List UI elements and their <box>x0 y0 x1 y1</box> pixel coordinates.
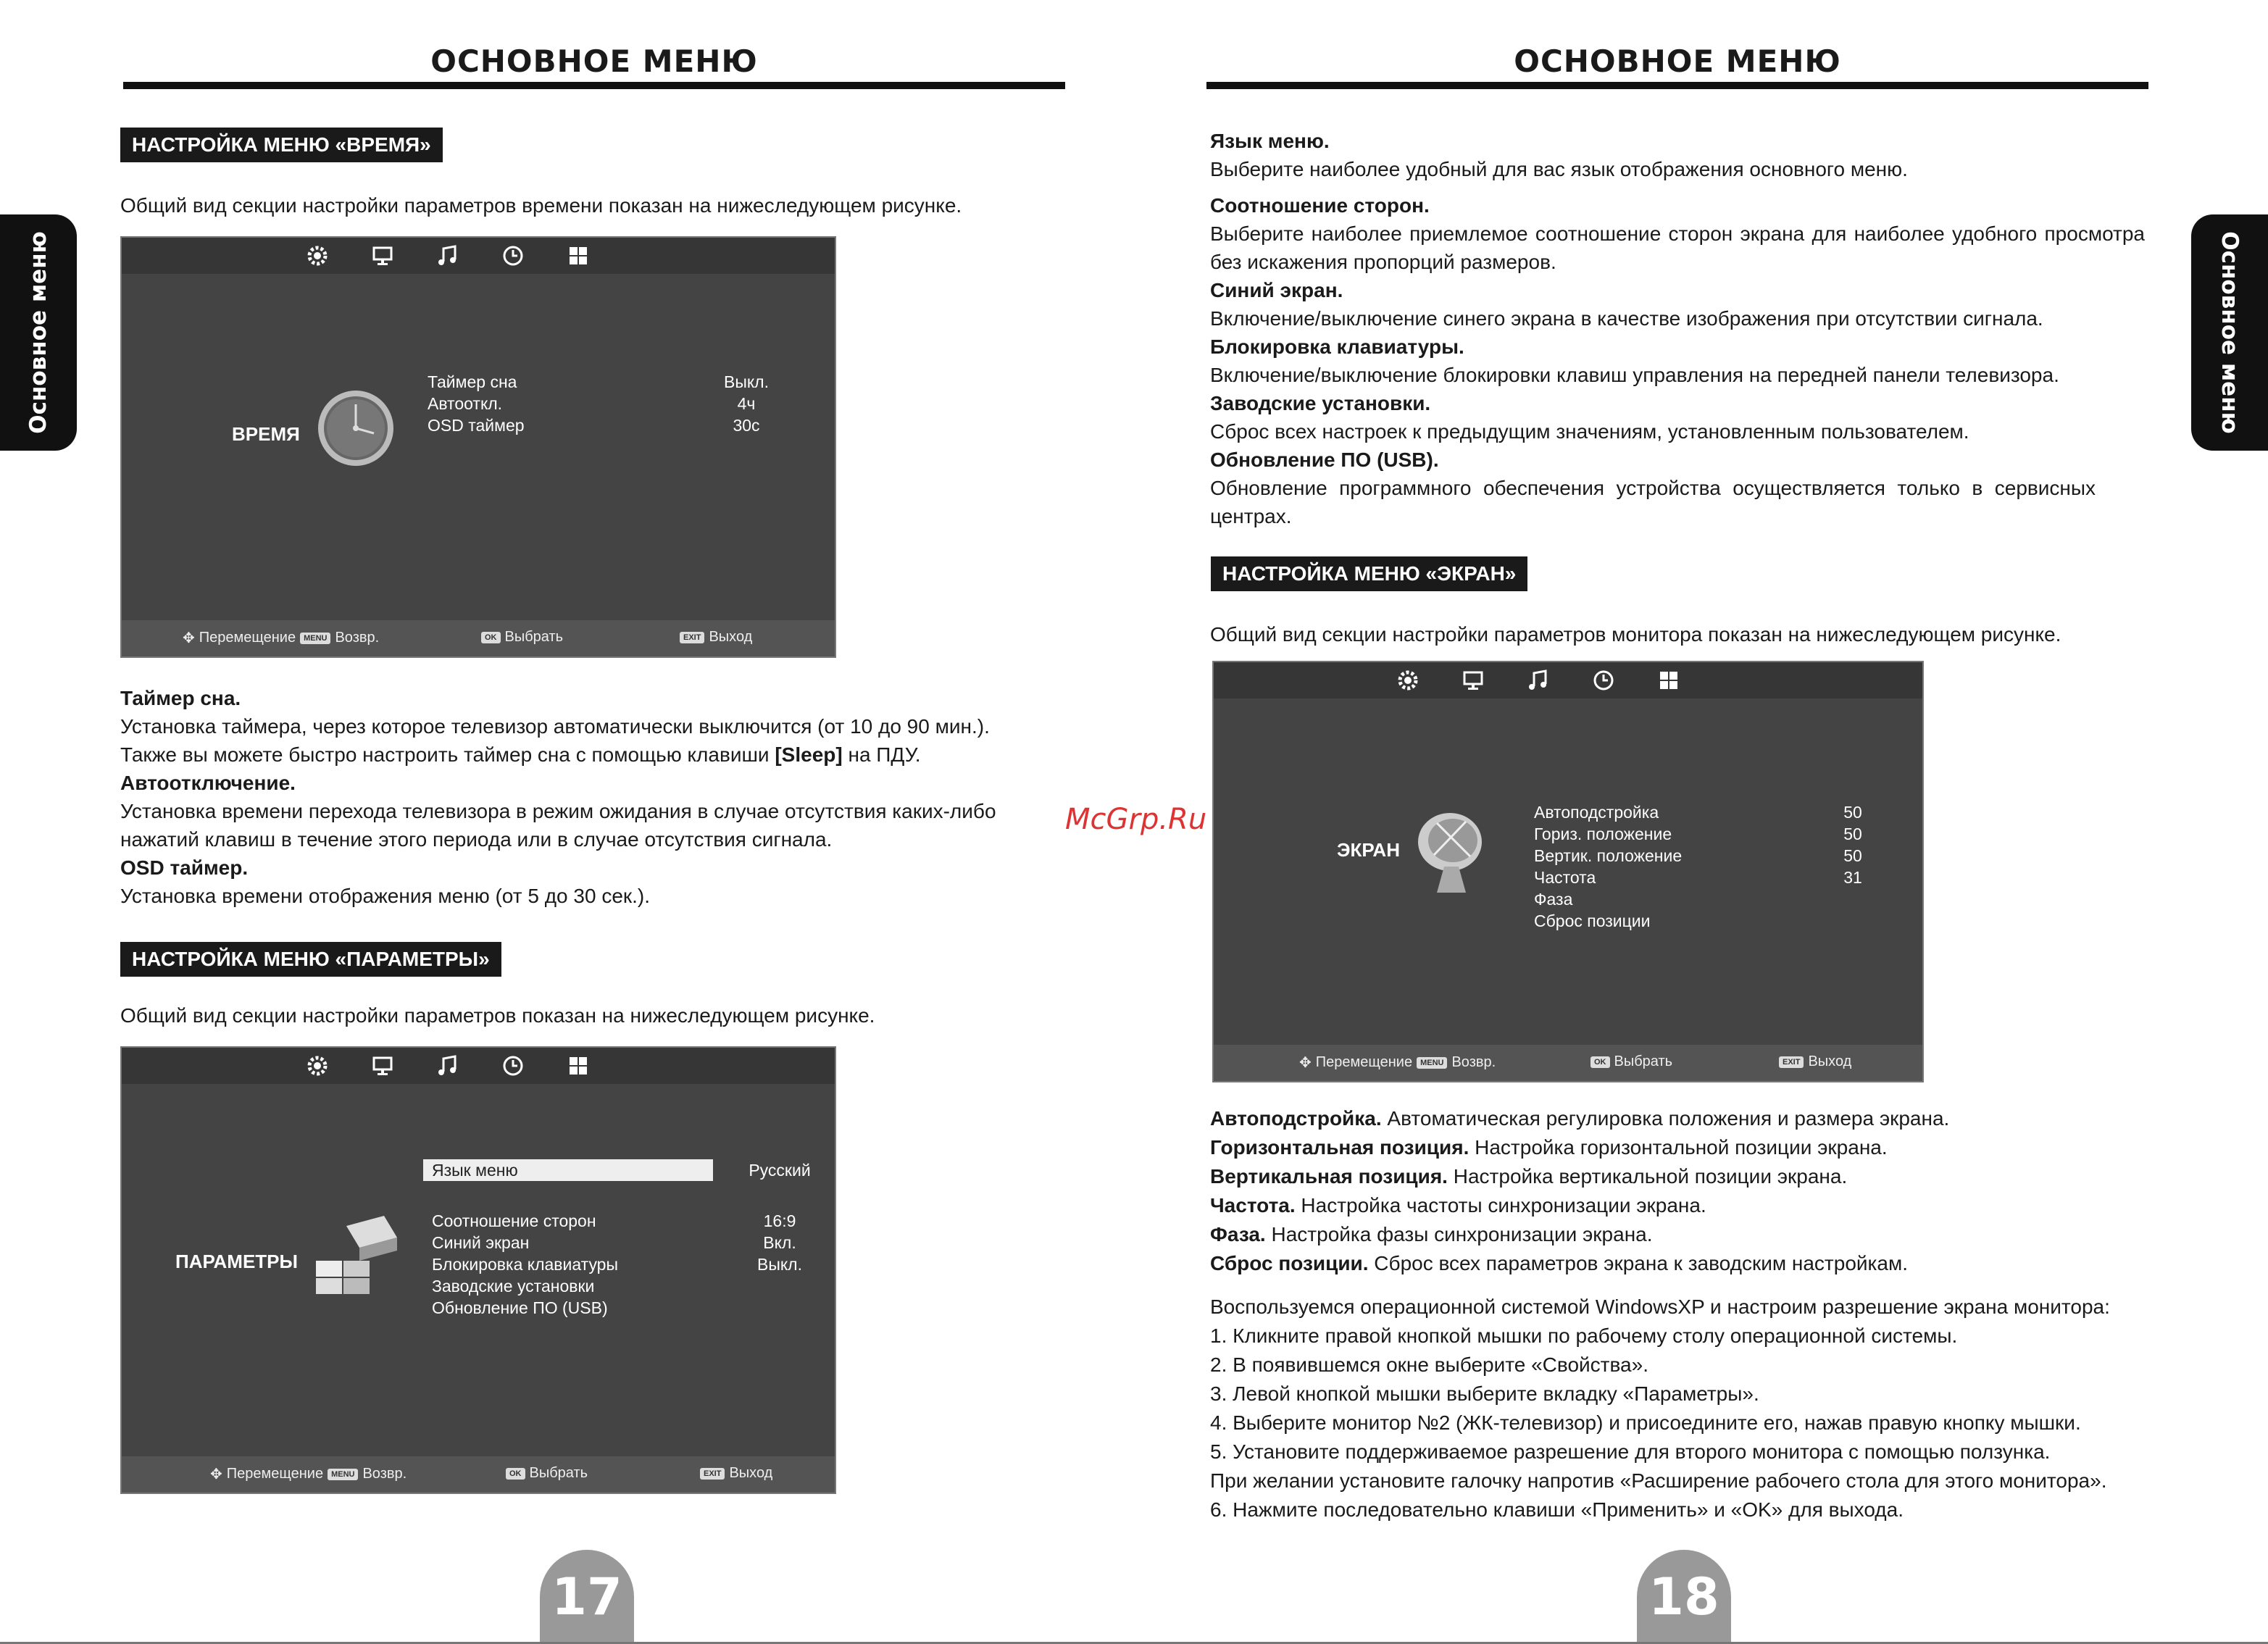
side-tab <box>0 214 77 451</box>
time-section-intro: Общий вид секции настройки параметров времени показан на нижеследующем рисунке. <box>120 194 962 217</box>
screen-desc-line: Горизонтальная позиция. Настройка горизонтальной позиции экрана. <box>1210 1136 1888 1159</box>
def-text: Выберите наиболее удобный для вас язык отображения основного меню. <box>1210 158 1908 180</box>
menu-item-auto-off[interactable]: Автооткл. <box>428 394 503 413</box>
params-menu-highlight <box>423 1159 713 1181</box>
clock-icon <box>500 1053 526 1079</box>
page-number: 18 <box>1637 1550 1731 1644</box>
value-v-position: 50 <box>1843 825 1862 843</box>
screen-title: ПАРАМЕТРЫ <box>175 1251 298 1272</box>
def-title: Блокировка клавиатуры. <box>1210 335 1464 358</box>
desc-text-sleep-key: Также вы можете быстро настроить таймер сна с помощью клавиши [Sleep] на ПДУ. <box>120 743 921 766</box>
def-text: Сброс всех настроек к предыдущим значениям, установленным пользователем. <box>1210 420 1969 443</box>
music-note-icon <box>1525 667 1551 693</box>
nav-move-label: Перемещение <box>199 630 296 646</box>
side-tab-label: Основное меню <box>25 231 51 434</box>
screen-title: ЭКРАН <box>1337 839 1400 861</box>
value-phase: 31 <box>1843 868 1862 887</box>
menu-item-factory-reset[interactable]: Заводские установки <box>432 1277 595 1295</box>
step-line: 3. Левой кнопкой мышки выберите вкладку «Параметры». <box>1210 1382 1759 1405</box>
clock-icon <box>1590 667 1617 693</box>
value-aspect-ratio: 16:9 <box>763 1211 796 1230</box>
page-number: 17 <box>540 1550 634 1644</box>
nav-move-label: Перемещение <box>226 1466 324 1482</box>
satellite-dish-icon <box>1408 804 1495 898</box>
gear-icon <box>304 1053 330 1079</box>
gear-icon <box>1395 667 1421 693</box>
menu-key: MENU <box>328 1469 358 1480</box>
value-osd-timer: 30с <box>733 416 760 435</box>
monitor-icon <box>370 1053 396 1079</box>
menu-item-sleep-timer[interactable]: Таймер сна <box>428 372 517 391</box>
menu-item-phase[interactable]: Фаза <box>1534 890 1573 909</box>
menu-icons <box>304 238 591 274</box>
windows-steps <box>1210 1293 2110 1524</box>
menu-item-auto-adjust[interactable]: Автоподстройка <box>1534 803 1659 822</box>
screen-desc-line: Сброс позиции. Сброс всех параметров экрана к заводским настройкам. <box>1210 1252 1909 1274</box>
nav-exit-label: Выход <box>729 1465 773 1481</box>
clock-icon <box>500 243 526 269</box>
step-line: 2. В появившемся окне выберите «Свойства». <box>1210 1353 1648 1376</box>
page-18 <box>1134 0 2268 1644</box>
screen-section-intro: Общий вид секции настройки параметров монитора показан на нижеследующем рисунке. <box>1210 623 2061 646</box>
menu-icons <box>304 1048 591 1084</box>
params-menu-screen <box>120 1046 836 1494</box>
value-h-position: 50 <box>1843 803 1862 822</box>
step-line: Воспользуемся операционной системой WindowsXP и настроим разрешение экрана монитора: <box>1210 1295 2110 1318</box>
exit-key: EXIT <box>700 1468 725 1480</box>
screen-desc-line: Автоподстройка. Автоматическая регулировка положения и размера экрана. <box>1210 1107 1950 1130</box>
screen-menu-screen <box>1212 661 1924 1082</box>
nav-move-label: Перемещение <box>1315 1054 1413 1070</box>
blocks-icon <box>312 1204 406 1298</box>
music-note-icon <box>435 243 461 269</box>
menu-key: MENU <box>300 633 330 644</box>
music-note-icon <box>435 1053 461 1079</box>
def-title: Соотношение сторон. <box>1210 194 1430 217</box>
value-blue-screen: Вкл. <box>763 1233 796 1252</box>
value-sleep-timer: Выкл. <box>723 372 769 391</box>
nav-select <box>481 629 563 646</box>
ok-key: OK <box>481 632 501 643</box>
step-line: 6. Нажмите последовательно клавиши «Применить» и «OK» для выхода. <box>1210 1498 1904 1521</box>
nav-select <box>506 1465 588 1482</box>
def-title: Синий экран. <box>1210 279 1343 301</box>
menu-item-language-selected[interactable]: Язык меню <box>423 1159 713 1181</box>
desc-heading: OSD таймер. <box>120 856 249 879</box>
value-auto-off: 4ч <box>737 394 756 413</box>
desc-text: Установка таймера, через которое телевизор автоматически выключится (от 10 до 90 мин.). <box>120 715 990 738</box>
menu-key: MENU <box>1417 1057 1447 1069</box>
value-key-lock: Выкл. <box>756 1255 802 1274</box>
menu-item-clock[interactable]: Частота <box>1534 868 1596 887</box>
params-section-heading: НАСТРОЙКА МЕНЮ «ПАРАМЕТРЫ» <box>120 942 501 977</box>
step-line: 1. Кликните правой кнопкой мышки по рабочему столу операционной системы. <box>1210 1324 1958 1347</box>
params-definitions <box>1210 127 2145 530</box>
page-header-title: ОСНОВНОЕ МЕНЮ <box>1514 43 1841 79</box>
def-title: Обновление ПО (USB). <box>1210 448 1439 471</box>
watermark: McGrp.Ru <box>1065 803 1207 836</box>
grid-icon <box>1656 667 1682 693</box>
nav-select-label: Выбрать <box>1614 1053 1673 1069</box>
header-rule <box>123 82 1065 89</box>
def-text: Обновление программного обеспечения устройства осуществляется только в сервисных центрах. <box>1210 477 2096 527</box>
screen-menu-values <box>1831 801 1875 888</box>
menu-item-osd-timer[interactable]: OSD таймер <box>428 416 525 435</box>
ok-key: OK <box>506 1468 525 1480</box>
screen-section-heading: НАСТРОЙКА МЕНЮ «ЭКРАН» <box>1211 556 1527 591</box>
screen-menu-items <box>1534 801 1682 932</box>
side-tab-label: Основное меню <box>2217 231 2243 434</box>
menu-item-blue-screen[interactable]: Синий экран <box>432 1233 530 1252</box>
time-section-heading: НАСТРОЙКА МЕНЮ «ВРЕМЯ» <box>120 128 443 162</box>
screen-desc-line: Вертикальная позиция. Настройка вертикальной позиции экрана. <box>1210 1165 1848 1188</box>
time-menu-values-col <box>717 371 775 436</box>
screen-section-description <box>1210 1104 1949 1278</box>
time-section-description <box>120 684 996 910</box>
desc-heading: Автоотключение. <box>120 772 296 794</box>
move-arrows-icon: ✥ <box>1299 1055 1312 1071</box>
screen-desc-line: Фаза. Настройка фазы синхронизации экрана. <box>1210 1223 1653 1245</box>
nav-back-label: Возвр. <box>1451 1054 1496 1070</box>
grid-icon <box>565 243 591 269</box>
menu-item-aspect-ratio[interactable]: Соотношение сторон <box>432 1211 596 1230</box>
nav-exit <box>1779 1053 1851 1070</box>
params-menu-items <box>432 1210 618 1319</box>
menu-item-key-lock[interactable]: Блокировка клавиатуры <box>432 1255 619 1274</box>
exit-key: EXIT <box>680 632 704 643</box>
def-title: Язык меню. <box>1210 130 1330 152</box>
monitor-icon <box>1460 667 1486 693</box>
menu-item-usb-update[interactable]: Обновление ПО (USB) <box>432 1298 608 1317</box>
nav-move <box>1299 1053 1496 1072</box>
nav-move <box>183 629 379 647</box>
menu-icons <box>1395 662 1682 698</box>
menu-item-h-position[interactable]: Гориз. положение <box>1534 825 1672 843</box>
screen-desc-line: Частота. Настройка частоты синхронизации экрана. <box>1210 1194 1706 1217</box>
menu-item-v-position[interactable]: Вертик. положение <box>1534 846 1683 865</box>
nav-select <box>1590 1053 1672 1070</box>
side-tab <box>2191 214 2268 451</box>
screen-nav-bar <box>122 620 835 656</box>
move-arrows-icon: ✥ <box>183 630 195 646</box>
exit-key: EXIT <box>1779 1056 1804 1068</box>
nav-back-label: Возвр. <box>362 1466 407 1482</box>
nav-exit-label: Выход <box>709 629 753 645</box>
grid-icon <box>565 1053 591 1079</box>
time-menu-items <box>428 371 525 436</box>
nav-exit <box>680 629 752 646</box>
screen-title: ВРЕМЯ <box>232 423 300 445</box>
def-text: Выберите наиболее приемлемое соотношение сторон экрана для наиболее удобного просмотра без искажения пропорций размеров. <box>1210 222 2145 273</box>
value-language: Русский <box>749 1161 811 1180</box>
def-text: Включение/выключение синего экрана в качестве изображения при отсутствии сигнала. <box>1210 307 2043 330</box>
page-header-title: ОСНОВНОЕ МЕНЮ <box>430 43 758 79</box>
nav-select-label: Выбрать <box>529 1465 588 1481</box>
nav-move <box>210 1465 407 1483</box>
ok-key: OK <box>1590 1056 1610 1068</box>
params-section-intro: Общий вид секции настройки параметров показан на нижеследующем рисунке. <box>120 1004 875 1027</box>
def-text: Включение/выключение блокировки клавиш управления на передней панели телевизора. <box>1210 364 2059 386</box>
move-arrows-icon: ✥ <box>210 1466 222 1482</box>
params-menu-values <box>751 1210 809 1275</box>
time-menu-screen <box>120 236 836 658</box>
nav-exit <box>700 1465 772 1482</box>
menu-item-position-reset[interactable]: Сброс позиции <box>1534 911 1651 930</box>
nav-select-label: Выбрать <box>504 629 564 645</box>
desc-text: Установка времени перехода телевизора в режим ожидания в случае отсутствия каких-либо <box>120 800 996 822</box>
header-rule <box>1206 82 2148 89</box>
desc-heading: Таймер сна. <box>120 687 241 709</box>
clock-face-icon <box>316 388 396 468</box>
nav-back-label: Возвр. <box>335 630 380 646</box>
monitor-icon <box>370 243 396 269</box>
gear-icon <box>304 243 330 269</box>
step-line: 5. Установите поддерживаемое разрешение для второго монитора с помощью ползунка. <box>1210 1440 2051 1463</box>
step-line: 4. Выберите монитор №2 (ЖК-телевизор) и присоедините его, нажав правую кнопку мышки. <box>1210 1411 2081 1434</box>
value-clock: 50 <box>1843 846 1862 865</box>
desc-text: нажатий клавиш в течение этого периода или в случае отсутствия сигнала. <box>120 828 833 851</box>
screen-nav-bar <box>122 1456 835 1493</box>
def-title: Заводские установки. <box>1210 392 1431 414</box>
desc-text: Установка времени отображения меню (от 5 до 30 сек.). <box>120 885 651 907</box>
screen-nav-bar <box>1214 1045 1922 1081</box>
step-line: При желании установите галочку напротив «Расширение рабочего стола для этого монитора». <box>1210 1469 2107 1492</box>
nav-exit-label: Выход <box>1808 1053 1852 1069</box>
